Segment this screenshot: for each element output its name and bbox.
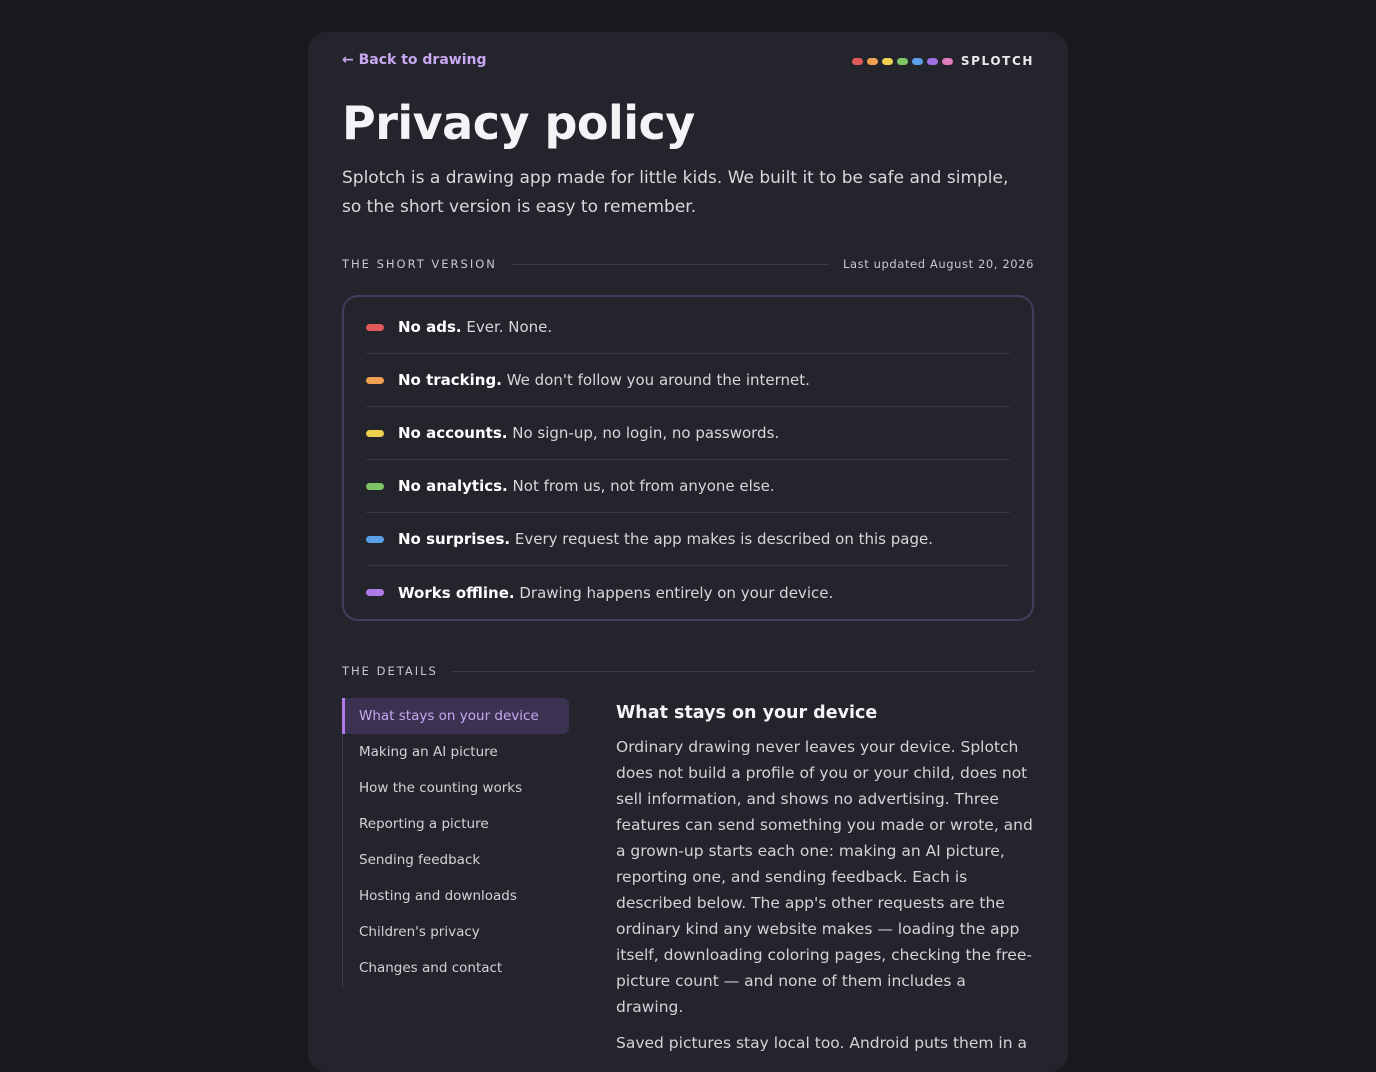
policy-card <box>308 32 1068 1072</box>
brand-name: SPLOTCH <box>960 54 1034 68</box>
page-title: Privacy policy <box>342 96 695 150</box>
intro-text: Splotch is a drawing app made for little kids. We built it to be safe and simple, so the short version is easy to remember. <box>342 168 1009 217</box>
summary-item <box>366 460 1010 513</box>
brand <box>852 54 1034 68</box>
pill-icon <box>366 483 384 490</box>
nav-item-hosting-and-downloads[interactable]: Hosting and downloads <box>359 888 517 904</box>
brand-dot-icon <box>882 58 893 65</box>
details-nav <box>342 698 569 988</box>
summary-item-text: Drawing happens entirely on your device. <box>519 583 834 602</box>
summary-item-text: Ever. None. <box>466 318 553 336</box>
summary-item-title: Works offline. <box>398 583 515 602</box>
summary-item <box>366 407 1010 460</box>
pill-icon <box>366 589 384 596</box>
brand-dot-icon <box>912 58 923 65</box>
summary-item-text: Not from us, not from anyone else. <box>512 477 775 495</box>
short-version-header <box>342 256 1034 272</box>
summary-item <box>366 513 1010 566</box>
nav-item-how-the-counting-works[interactable]: How the counting works <box>359 780 523 796</box>
brand-dot-icon <box>927 58 938 65</box>
summary-item <box>366 301 1010 354</box>
summary-item-title: No analytics. <box>398 477 508 495</box>
summary-item-text: We don't follow you around the internet. <box>506 371 810 389</box>
section-paragraph: Ordinary drawing never leaves your device. Splotch does not build a profile of you or your child, does not sell information, and shows no advertising. Three features can send something you made or wrote, and a grown-up starts each one: making an AI picture, reporting one, and sending feedback. Each is described below. The app's other requests are the ordinary kind any website makes — loading the app itself, downloading coloring pages, checking the free-picture count — and none of them includes a drawing. <box>616 738 1033 1016</box>
brand-dot-icon <box>867 58 878 65</box>
brand-dot-icon <box>897 58 908 65</box>
pill-icon <box>366 430 384 437</box>
summary-item-title: No tracking. <box>398 371 502 389</box>
nav-item-making-an-ai-picture[interactable]: Making an AI picture <box>359 744 498 760</box>
summary-item-text: No sign-up, no login, no passwords. <box>512 424 780 442</box>
brand-dot-icon <box>852 58 863 65</box>
divider <box>452 671 1034 672</box>
nav-item-what-stays-on-your-device[interactable]: What stays on your device <box>342 698 569 734</box>
back-to-drawing-link[interactable]: ← Back to drawing <box>342 52 487 68</box>
summary-item-title: No accounts. <box>398 424 508 442</box>
pill-icon <box>366 324 384 331</box>
summary-item-title: No ads. <box>398 318 462 336</box>
short-version-list <box>342 295 1034 621</box>
top-bar <box>342 52 1034 72</box>
nav-item-reporting-a-picture[interactable]: Reporting a picture <box>359 816 489 832</box>
nav-item-childrens-privacy[interactable]: Children's privacy <box>359 924 480 940</box>
pill-icon <box>366 536 384 543</box>
details-header <box>342 663 1034 679</box>
details-section <box>616 698 1036 1056</box>
brand-dot-icon <box>942 58 953 65</box>
summary-item-text: Every request the app makes is described on this page. <box>514 530 933 548</box>
nav-item-sending-feedback[interactable]: Sending feedback <box>359 852 481 868</box>
section-paragraph: Saved pictures stay local too. Android puts them in a <box>616 1034 1027 1052</box>
last-updated: Last updated August 20, 2026 <box>843 257 1034 271</box>
summary-item-title: No surprises. <box>398 530 511 548</box>
divider <box>511 264 829 265</box>
details-label: THE DETAILS <box>342 664 438 678</box>
pill-icon <box>366 377 384 384</box>
summary-item <box>366 354 1010 407</box>
nav-item-changes-and-contact[interactable]: Changes and contact <box>359 960 503 976</box>
short-version-label: THE SHORT VERSION <box>342 257 497 271</box>
section-title: What stays on your device <box>616 703 878 723</box>
summary-item <box>366 566 1010 619</box>
